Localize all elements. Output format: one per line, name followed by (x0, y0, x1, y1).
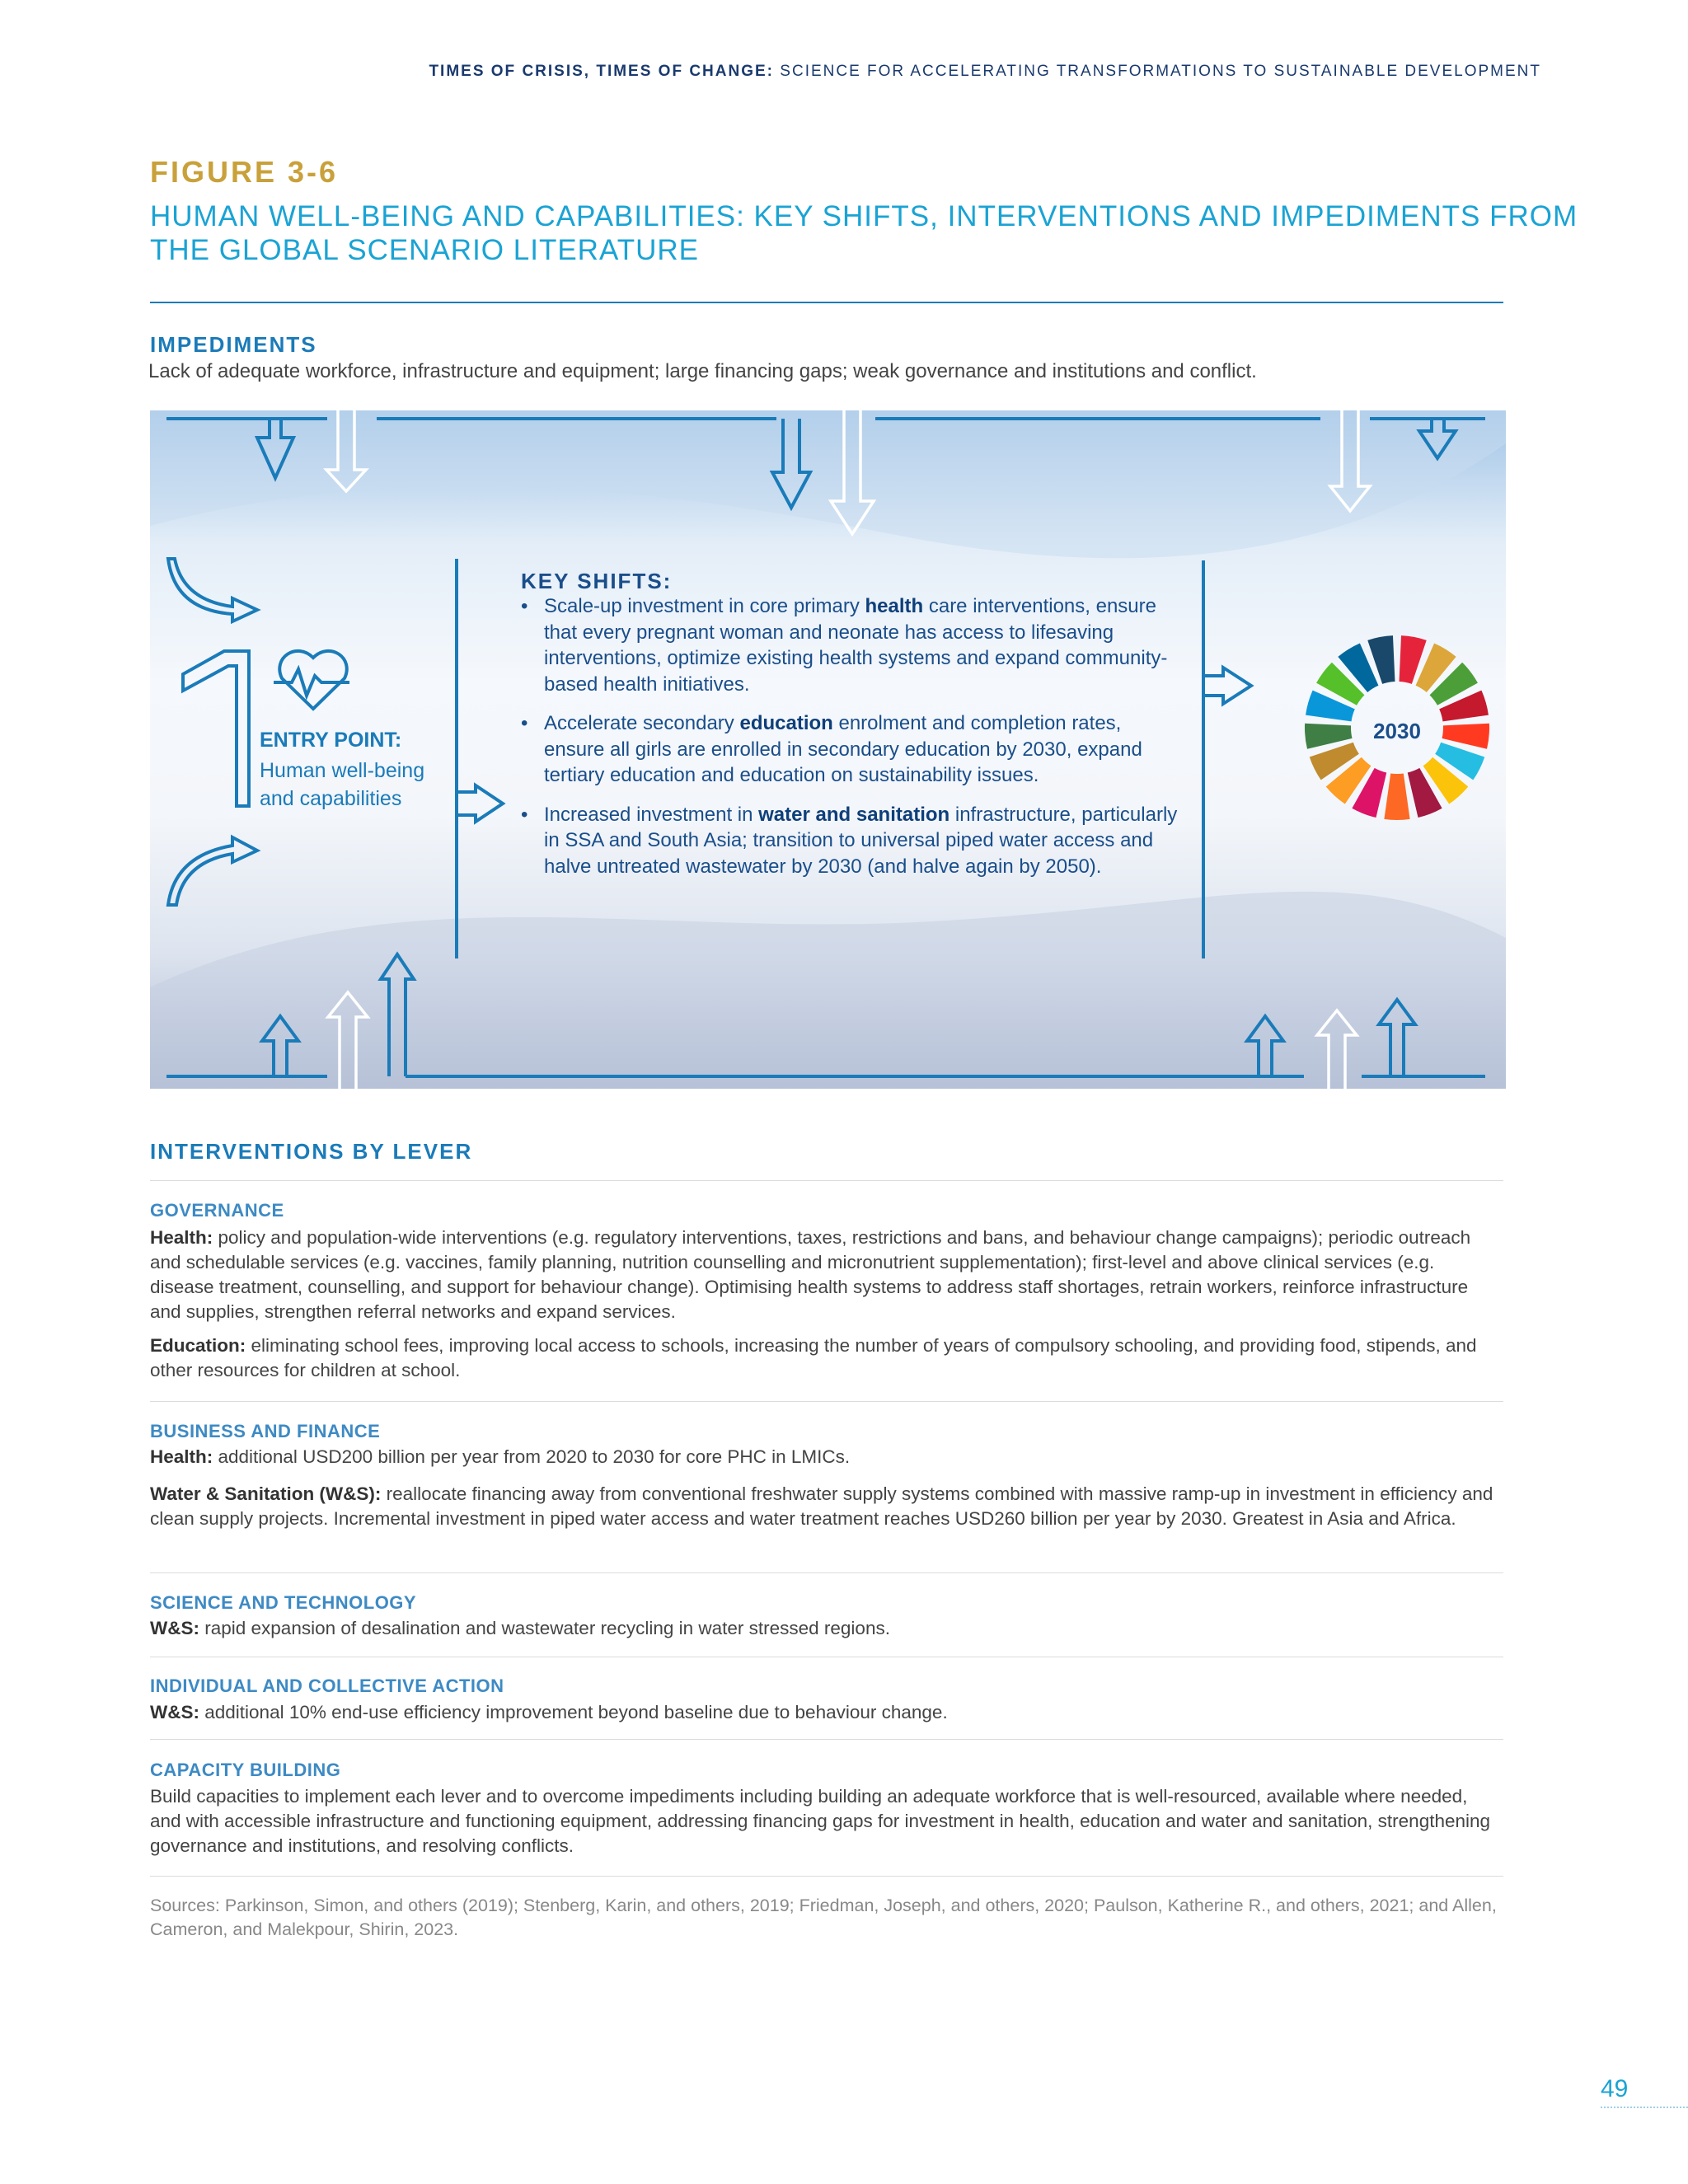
section-divider (150, 1876, 1503, 1877)
key-shift-keyword: education (739, 712, 833, 734)
lever-paragraph (150, 1700, 1502, 1725)
figure-number: FIGURE 3-6 (150, 155, 339, 189)
wave-bottom (150, 892, 1506, 1089)
impediments-title: IMPEDIMENTS (150, 332, 317, 357)
lever-paragraph-label: Water & Sanitation (W&S): (150, 1483, 382, 1504)
lever-paragraph-label: W&S: (150, 1618, 199, 1638)
lever-paragraph-label: Health: (150, 1446, 213, 1467)
section-divider (150, 1180, 1503, 1181)
page-number: 49 (1601, 2075, 1629, 2102)
key-shift-text: Scale-up investment in core primary (544, 595, 865, 617)
key-shift-text: care interventions, ensure that every pregnant woman and neonate has access to lifesaving interventions, optimize existing health systems and expand community-based health initiatives. (544, 595, 1168, 696)
key-shift-item (521, 593, 1180, 697)
lever-paragraph (150, 1784, 1502, 1858)
page-number-dots (1601, 2107, 1688, 2108)
lever-paragraph-text: rapid expansion of desalination and wastewater recycling in water stressed regions. (199, 1618, 890, 1638)
lever-paragraph (150, 1482, 1502, 1531)
lever-paragraph (150, 1616, 1502, 1641)
key-shift-text: enrolment and completion rates, ensure all girls are enrolled in secondary education by 2030, expand tertiary education and education on sustainability issues. (544, 712, 1142, 786)
key-shift-item (521, 802, 1180, 880)
key-shift-text: infrastructure, particularly in SSA and South Asia; transition to universal piped water access and halve untreated wastewater by 2030 (and halve again by 2050). (544, 803, 1178, 878)
lever-paragraph-label: W&S: (150, 1702, 199, 1722)
lever-paragraph-text: eliminating school fees, improving local access to schools, increasing the number of years of compulsory schooling, and providing food, stipends, and other resources for children at school. (150, 1335, 1477, 1380)
lever-title: GOVERNANCE (150, 1200, 284, 1221)
lever-paragraph (150, 1333, 1502, 1383)
key-shift-item (521, 710, 1180, 789)
key-shifts-title: KEY SHIFTS: (521, 569, 673, 593)
left-curved-arrows (168, 559, 257, 905)
running-header-bold: TIMES OF CRISIS, TIMES OF CHANGE: (429, 63, 775, 80)
section-divider (150, 1401, 1503, 1402)
key-shift-text: Increased investment in (544, 803, 759, 826)
lever-title: SCIENCE AND TECHNOLOGY (150, 1592, 417, 1613)
sdg-wheel-segment (1384, 773, 1409, 820)
lever-paragraph-text: additional USD200 billion per year from 2020 to 2030 for core PHC in LMICs. (213, 1446, 851, 1467)
impediments-text: Lack of adequate workforce, infrastructure and equipment; large financing gaps; weak governance and institutions and conflict. (148, 360, 1257, 382)
section-divider (150, 1572, 1503, 1573)
title-rule (150, 302, 1503, 303)
running-header-rest: SCIENCE FOR ACCELERATING TRANSFORMATIONS TO SUSTAINABLE DEVELOPMENT (780, 63, 1541, 80)
entry-point-title: ENTRY POINT: (260, 729, 402, 752)
key-shift-keyword: health (865, 595, 924, 617)
figure-title: HUMAN WELL-BEING AND CAPABILITIES: KEY SHIFTS, INTERVENTIONS AND IMPEDIMENTS FROM THE GLOBAL SCENARIO LITERATURE (150, 200, 1578, 266)
key-shift-text: Accelerate secondary (544, 712, 740, 734)
interventions-title: INTERVENTIONS BY LEVER (150, 1139, 473, 1164)
lever-paragraph-text: additional 10% end-use efficiency improvement beyond baseline due to behaviour change. (199, 1702, 948, 1722)
lever-paragraph-text: Build capacities to implement each lever and to overcome impediments including building an adequate workforce that is well-resourced, available where needed, and with accessible infrastructure and functioning equipment, addressing financing gaps for investment in health, education and water and sanitation, strengthening governance and institutions, and resolving conflicts. (150, 1786, 1491, 1856)
lever-paragraph-text: policy and population-wide interventions (e.g. regulatory interventions, taxes, restrictions and bans, and behaviour change campaigns); periodic outreach and schedulable services (e.g. vaccines, family planning, nutrition counselling and micronutrient supplementation); first-level and above clinical services (e.g. disease treatment, counselling, and support for behaviour change). Optimising health systems to address staff shortages, retrain workers, reinforce infrastructure and supplies, strengthen referral networks and expand services. (150, 1227, 1471, 1322)
lever-title: INDIVIDUAL AND COLLECTIVE ACTION (150, 1675, 504, 1696)
lever-paragraph-text: reallocate financing away from conventional freshwater supply systems combined with massive ramp-up in investment in efficiency and clean supply projects. Incremental investment in piped water access and water treatment reaches USD260 billion per year by 2030. Greatest in Asia and Africa. (150, 1483, 1493, 1529)
heart-pulse-icon (274, 651, 349, 709)
running-header (0, 63, 1541, 81)
section-divider (150, 1739, 1503, 1740)
lever-paragraph-label: Education: (150, 1335, 246, 1356)
entry-point-subtitle: Human well-being and capabilities (260, 759, 425, 810)
lever-paragraph (150, 1445, 1502, 1469)
sdg-year-label: 2030 (1373, 719, 1421, 743)
lever-paragraph (150, 1226, 1502, 1324)
key-shift-keyword: water and sanitation (758, 803, 950, 826)
sources-note: Sources: Parkinson, Simon, and others (2019); Stenberg, Karin, and others, 2019; Friedman, Joseph, and others, 2020; Paulson, Katherine R., and others, 2021; and Allen, Cameron, and Malekpour, Shirin, 2023. (150, 1896, 1497, 1939)
key-shifts-list (521, 593, 1180, 893)
entry-number-one (183, 651, 249, 806)
lever-title: BUSINESS AND FINANCE (150, 1421, 381, 1441)
lever-paragraph-label: Health: (150, 1227, 213, 1248)
lever-title: CAPACITY BUILDING (150, 1760, 341, 1780)
